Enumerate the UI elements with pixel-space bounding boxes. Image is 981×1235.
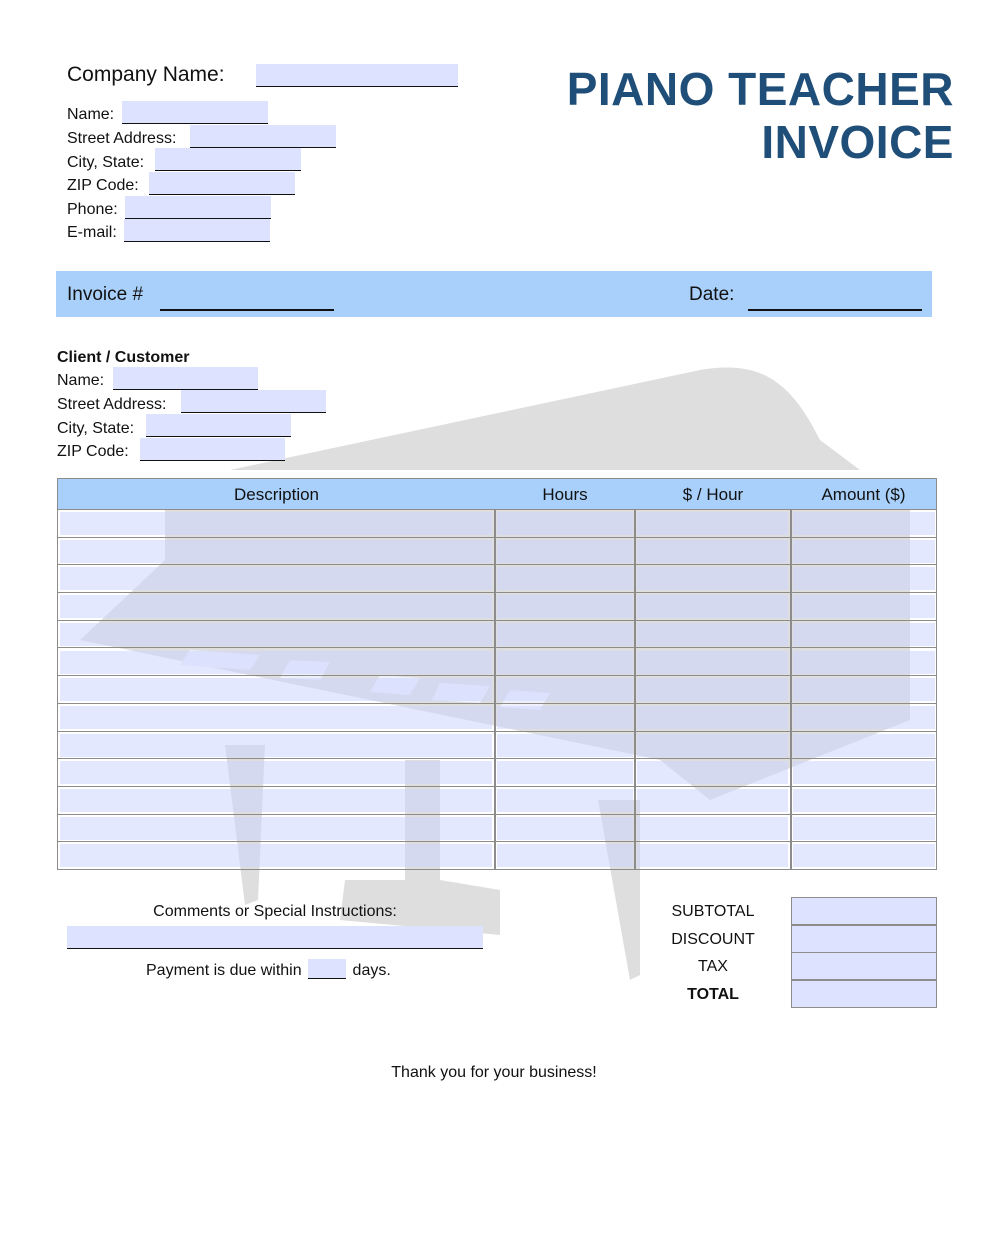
payment-prefix: Payment is due within [146,962,302,979]
column-divider [494,510,496,869]
thank-you-message: Thank you for your business! [391,1064,597,1081]
tax-field[interactable] [791,952,937,980]
table-row [58,649,936,677]
hours-cell[interactable] [497,567,633,590]
amount-cell[interactable] [793,678,935,701]
amount-cell[interactable] [793,567,935,590]
sender-email-label: E-mail: [67,224,117,241]
payment-terms [146,959,391,980]
description-cell[interactable] [60,540,492,563]
invoice-number-field[interactable] [160,309,334,311]
header-amount: Amount ($) [821,485,906,504]
table-row [58,815,936,843]
rate-cell[interactable] [637,844,788,867]
invoice-title-line2: INVOICE [761,116,954,168]
hours-cell[interactable] [497,761,633,784]
table-row [58,676,936,704]
total-field[interactable] [791,980,937,1008]
sender-name-label: Name: [67,106,115,123]
description-cell[interactable] [60,761,492,784]
amount-cell[interactable] [793,734,935,757]
rate-cell[interactable] [637,595,788,618]
description-cell[interactable] [60,595,492,618]
invoice-number-label: Invoice # [67,284,144,305]
client-street-field[interactable] [181,390,326,413]
amount-cell[interactable] [793,595,935,618]
description-cell[interactable] [60,512,492,535]
description-cell[interactable] [60,678,492,701]
table-row [58,538,936,566]
table-row [58,759,936,787]
hours-cell[interactable] [497,540,633,563]
comments-label: Comments or Special Instructions: [153,903,397,920]
amount-cell[interactable] [793,512,935,535]
hours-cell[interactable] [497,844,633,867]
description-cell[interactable] [60,734,492,757]
discount-label: DISCOUNT [671,931,755,948]
rate-cell[interactable] [637,623,788,646]
company-name-label: Company Name: [67,63,225,86]
amount-cell[interactable] [793,540,935,563]
description-cell[interactable] [60,567,492,590]
client-zip-label: ZIP Code: [57,443,129,460]
header-hours: Hours [542,485,588,504]
client-city-field[interactable] [146,414,291,437]
client-zip-field[interactable] [140,438,285,461]
header-rate: $ / Hour [682,485,744,504]
client-name-label: Name: [57,372,105,389]
hours-cell[interactable] [497,595,633,618]
payment-days-field[interactable] [308,959,346,979]
rate-cell[interactable] [637,512,788,535]
hours-cell[interactable] [497,678,633,701]
rate-cell[interactable] [637,540,788,563]
sender-street-field[interactable] [190,125,336,148]
client-name-field[interactable] [113,367,258,390]
description-cell[interactable] [60,817,492,840]
sender-name-field[interactable] [122,101,268,124]
total-label: TOTAL [687,986,739,1003]
amount-cell[interactable] [793,761,935,784]
description-cell[interactable] [60,844,492,867]
amount-cell[interactable] [793,817,935,840]
sender-city-label: City, State: [67,154,145,171]
amount-cell[interactable] [793,623,935,646]
table-row [58,510,936,538]
description-cell[interactable] [60,789,492,812]
description-cell[interactable] [60,651,492,674]
client-heading: Client / Customer [57,349,190,366]
sender-street-label: Street Address: [67,130,177,147]
amount-cell[interactable] [793,706,935,729]
date-field[interactable] [748,309,922,311]
hours-cell[interactable] [497,817,633,840]
client-city-label: City, State: [57,420,135,437]
company-name-field[interactable] [256,64,458,87]
discount-field[interactable] [791,925,937,953]
rate-cell[interactable] [637,706,788,729]
rate-cell[interactable] [637,567,788,590]
subtotal-field[interactable] [791,897,937,925]
hours-cell[interactable] [497,651,633,674]
date-label: Date: [689,284,735,305]
hours-cell[interactable] [497,512,633,535]
sender-phone-field[interactable] [125,196,271,219]
rate-cell[interactable] [637,734,788,757]
line-items-table [57,478,937,870]
description-cell[interactable] [60,706,492,729]
hours-cell[interactable] [497,789,633,812]
rate-cell[interactable] [637,817,788,840]
comments-field[interactable] [67,926,483,949]
sender-zip-field[interactable] [149,172,295,195]
invoice-title-line1: PIANO TEACHER [566,63,954,115]
table-row [58,787,936,815]
header-description: Description [233,485,320,504]
sender-email-field[interactable] [124,219,270,242]
table-row [58,704,936,732]
table-row [58,565,936,593]
amount-cell[interactable] [793,651,935,674]
payment-suffix: days. [352,962,391,979]
hours-cell[interactable] [497,623,633,646]
rate-cell[interactable] [637,678,788,701]
invoice-info-bar [56,271,932,317]
rate-cell[interactable] [637,761,788,784]
client-street-label: Street Address: [57,396,167,413]
rate-cell[interactable] [637,651,788,674]
tax-label: TAX [698,958,728,975]
amount-cell[interactable] [793,789,935,812]
description-cell[interactable] [60,623,492,646]
subtotal-label: SUBTOTAL [671,903,755,920]
amount-cell[interactable] [793,844,935,867]
table-row [58,593,936,621]
column-divider [634,510,636,869]
table-header [58,479,936,510]
sender-phone-label: Phone: [67,201,118,218]
hours-cell[interactable] [497,706,633,729]
sender-city-field[interactable] [155,148,301,171]
table-row [58,842,936,870]
column-divider [790,510,792,869]
table-row [58,621,936,649]
table-row [58,732,936,760]
hours-cell[interactable] [497,734,633,757]
sender-zip-label: ZIP Code: [67,177,139,194]
rate-cell[interactable] [637,789,788,812]
